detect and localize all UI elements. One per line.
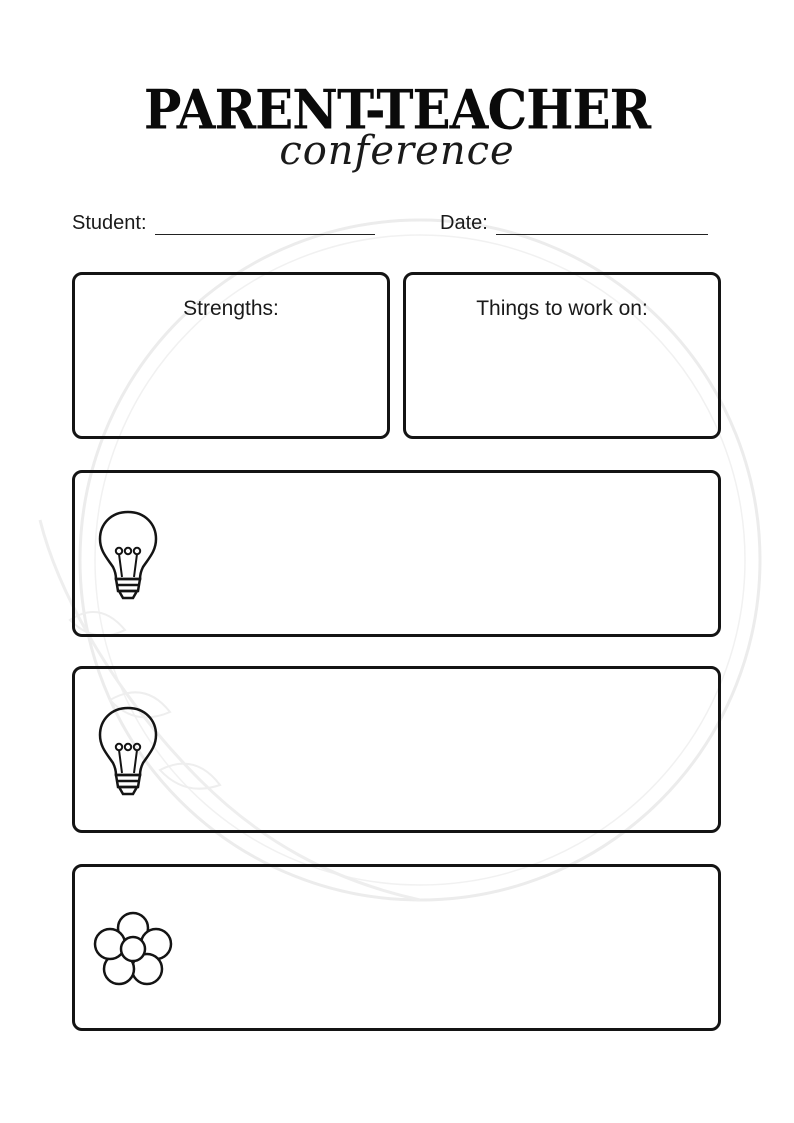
page-subtitle: conference [279, 128, 515, 174]
date-label: Date: [440, 212, 488, 234]
ideas-box-2[interactable] [72, 666, 721, 833]
date-field[interactable] [440, 212, 720, 235]
flower-icon [93, 911, 173, 987]
lightbulb-icon [97, 705, 159, 801]
student-field[interactable] [72, 212, 392, 235]
lightbulb-icon [97, 509, 159, 605]
student-label: Student: [72, 212, 147, 234]
ideas-box-1[interactable] [72, 470, 721, 637]
strengths-label: Strengths: [183, 297, 279, 320]
student-line[interactable] [155, 216, 375, 235]
work-on-box[interactable] [403, 272, 721, 439]
strengths-box[interactable] [72, 272, 390, 439]
date-line[interactable] [496, 216, 708, 235]
work-on-label: Things to work on: [476, 297, 648, 320]
page-title: PARENT-TEACHER [143, 77, 651, 142]
notes-box[interactable] [72, 864, 721, 1031]
